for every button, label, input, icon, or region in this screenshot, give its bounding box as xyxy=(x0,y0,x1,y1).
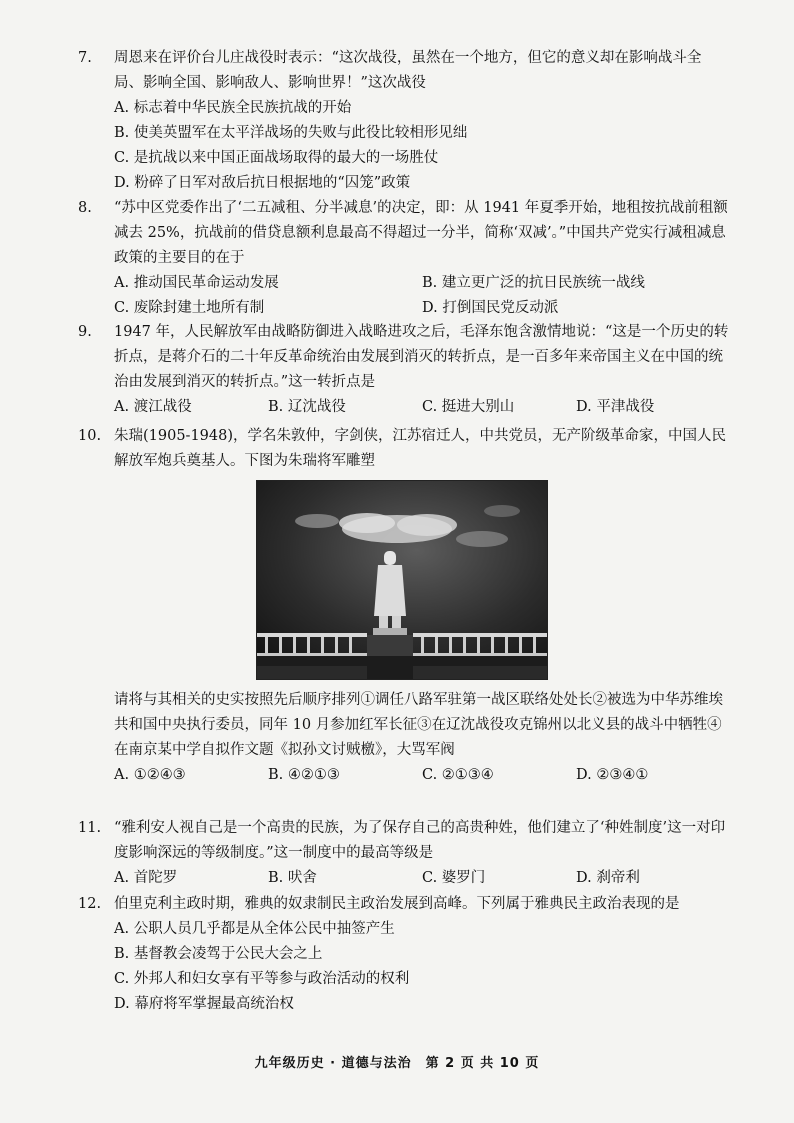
option-d: D. 打倒国民党反动派 xyxy=(422,300,559,316)
question-11 xyxy=(78,816,730,891)
option-b: B. 建立更广泛的抗日民族统一战线 xyxy=(422,275,645,291)
option-d: D. 幕府将军掌握最高统治权 xyxy=(114,996,294,1012)
question-9 xyxy=(78,320,730,420)
option-b: B. 吠舍 xyxy=(268,870,317,886)
question-number: 7. xyxy=(78,50,92,66)
question-stem: “雅利安人视自己是一个高贵的民族，为了保存自己的高贵种姓，他们建立了‘种姓制度’这一对印度影响深远的等级制度。”这一制度中的最高等级是 xyxy=(114,820,726,861)
option-a: A. 推动国民革命运动发展 xyxy=(114,275,279,291)
option-b: B. 辽沈战役 xyxy=(268,399,346,415)
option-b: B. ④②①③ xyxy=(268,767,340,783)
option-d: D. 平津战役 xyxy=(576,399,655,415)
question-stem: 周恩来在评价台儿庄战役时表示：“这次战役，虽然在一个地方，但它的意义却在影响战斗全局、影响全国、影响敌人、影响世界！”这次战役 xyxy=(114,50,702,91)
question-number: 10. xyxy=(78,428,102,444)
option-c: C. 婆罗门 xyxy=(422,870,486,886)
question-10-continued xyxy=(78,688,730,788)
question-stem: 朱瑞(1905-1948)，学名朱敦仲，字剑侠，江苏宿迁人，中共党员，无产阶级革命家，中国人民解放军炮兵奠基人。下图为朱瑞将军雕塑 xyxy=(114,428,727,469)
question-stem: 伯里克利主政时期，雅典的奴隶制民主政治发展到高峰。下列属于雅典民主政治表现的是 xyxy=(114,896,680,912)
question-stem-2: 请将与其相关的史实按照先后顺序排列①调任八路军驻第一战区联络处处长②被选为中华苏维埃共和国中央执行委员，同年 10 月参加红军长征③在辽沈战役攻克锦州以北义县的战斗中牺牲④在南京某中学自拟作文题《拟孙文讨贼檄》，大骂军阀 xyxy=(114,692,723,758)
option-b: B. 使美英盟军在太平洋战场的失败与此役比较相形见绌 xyxy=(114,125,468,141)
option-a: A. 首陀罗 xyxy=(114,870,178,886)
question-12 xyxy=(78,892,730,1017)
page-footer: 九年级历史 · 道德与法治 第 2 页 共 10 页 xyxy=(254,1056,540,1071)
option-c: C. 废除封建土地所有制 xyxy=(114,300,265,316)
question-8 xyxy=(78,196,730,321)
statue-photo xyxy=(256,480,548,680)
option-c: C. ②①③④ xyxy=(422,767,494,783)
option-a: A. 渡江战役 xyxy=(114,399,192,415)
question-number: 9. xyxy=(78,324,92,340)
option-c: C. 是抗战以来中国正面战场取得的最大的一场胜仗 xyxy=(114,150,439,166)
option-c: C. 挺进大别山 xyxy=(422,399,515,415)
option-d: D. ②③④① xyxy=(576,767,649,783)
option-d: D. 粉碎了日军对敌后抗日根据地的“囚笼”政策 xyxy=(114,175,411,191)
question-stem: 1947 年，人民解放军由战略防御进入战略进攻之后，毛泽东饱含激情地说：“这是一个历史的转折点，是蒋介石的二十年反革命统治由发展到消灭的转折点，是一百多年来帝国主义在中国的统治由发展到消灭的转折点。”这一转折点是 xyxy=(114,324,729,390)
option-a: A. 公职人员几乎都是从全体公民中抽签产生 xyxy=(114,921,395,937)
statue-image xyxy=(257,481,547,679)
question-number: 8. xyxy=(78,200,92,216)
question-7 xyxy=(78,46,730,196)
option-a: A. 标志着中华民族全民族抗战的开始 xyxy=(114,100,352,116)
question-10 xyxy=(78,424,730,474)
option-d: D. 刹帝利 xyxy=(576,870,640,886)
option-c: C. 外邦人和妇女享有平等参与政治活动的权利 xyxy=(114,971,410,987)
question-number: 11. xyxy=(78,820,102,836)
question-number: 12. xyxy=(78,896,102,912)
option-a: A. ①②④③ xyxy=(114,767,186,783)
option-b: B. 基督教会凌驾于公民大会之上 xyxy=(114,946,323,962)
question-stem: “苏中区党委作出了‘二五减租、分半减息’的决定，即：从 1941 年夏季开始，地租按抗战前租额减去 25%，抗战前的借贷息额利息最高不得超过一分半，简称‘双减’。”中国共产党实行减租减息政策的主要目的在于 xyxy=(114,200,728,266)
